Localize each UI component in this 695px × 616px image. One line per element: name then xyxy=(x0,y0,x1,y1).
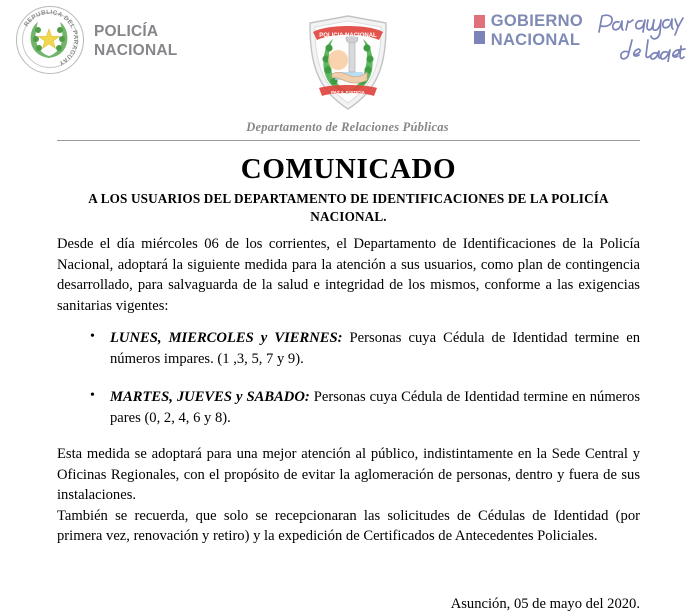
shield-top-banner-text: POLICIA NACIONAL xyxy=(319,33,377,39)
gobierno-line-2: NACIONAL xyxy=(490,31,581,49)
closing-block xyxy=(57,444,640,547)
gobierno-nacional-wordmark xyxy=(491,12,583,50)
gobierno-nacional-block xyxy=(474,12,583,50)
intro-paragraph: Desde el día miércoles 06 de los corrientes, el Departamento de Identificaciones de la Policía Nacional, adoptará la siguiente medida para la atención a sus usuarios, como plan de contingencia desarrollado, para salvaguarda de la salud e integridad de los mismos, conforme a las exigencias sanitarias vigentes: xyxy=(57,236,640,314)
bullet-days-label: LUNES, MIERCOLES y VIERNES: xyxy=(110,330,343,346)
svg-text:REPUBLICA DEL PARAGUAY: REPUBLICA DEL PARAGUAY xyxy=(22,8,80,67)
laurel-star-icon xyxy=(27,18,71,60)
header-divider xyxy=(57,140,640,141)
list-item xyxy=(57,328,640,369)
document-body xyxy=(57,147,640,547)
signature-line: Asunción, 05 de mayo del 2020. xyxy=(450,596,640,612)
police-shield-emblem-icon xyxy=(305,14,391,112)
policia-nacional-logo xyxy=(14,4,177,78)
republic-seal-icon xyxy=(14,4,88,78)
blue-square-icon xyxy=(474,31,485,44)
page-title: COMUNICADO xyxy=(240,153,457,185)
gobierno-line-1: GOBIERNO xyxy=(490,12,583,30)
shield-bottom-banner-text: PAZ Y JUSTICIA xyxy=(331,90,365,95)
bullet-days-label: MARTES, JUEVES y SABADO: xyxy=(110,389,310,405)
gobierno-squares-icon xyxy=(474,15,485,47)
policia-line-1: POLICÍA xyxy=(94,23,159,40)
policia-nacional-wordmark xyxy=(94,22,177,60)
bullet-text: Personas cuya Cédula de Identidad termine en números pares (0, 2, 4, 6 y 8). xyxy=(110,389,640,426)
gobierno-nacional-logo xyxy=(474,10,691,62)
bullet-text: Personas cuya Cédula de Identidad termine en números impares. (1 ,3, 5, 7 y 9). xyxy=(110,330,640,367)
schedule-list xyxy=(57,328,640,428)
paraguay-de-la-gente-script-icon xyxy=(595,8,691,62)
list-item xyxy=(57,387,640,428)
policia-line-2: NACIONAL xyxy=(94,42,178,59)
closing-paragraph: Esta medida se adoptará para una mejor atención al público, indistintamente en la Sede Central y Oficinas Regionales, con el propósito de evitar la aglomeración de personas, dentro y fuera de sus instalaciones. xyxy=(57,446,640,503)
tail-paragraph: También se recuerda, que solo se recepcionaran las solicitudes de Cédulas de Identidad (por primera vez, renovación y retiro) y la expedición de Certificados de Antecedentes Policiales. xyxy=(57,507,640,544)
document-subtitle: A LOS USUARIOS DEL DEPARTAMENTO DE IDENTIFICACIONES DE LA POLICÍA NACIONAL. xyxy=(88,191,609,224)
document-header xyxy=(0,0,695,134)
red-square-icon xyxy=(474,15,485,28)
department-line: Departamento de Relaciones Públicas xyxy=(246,120,449,134)
